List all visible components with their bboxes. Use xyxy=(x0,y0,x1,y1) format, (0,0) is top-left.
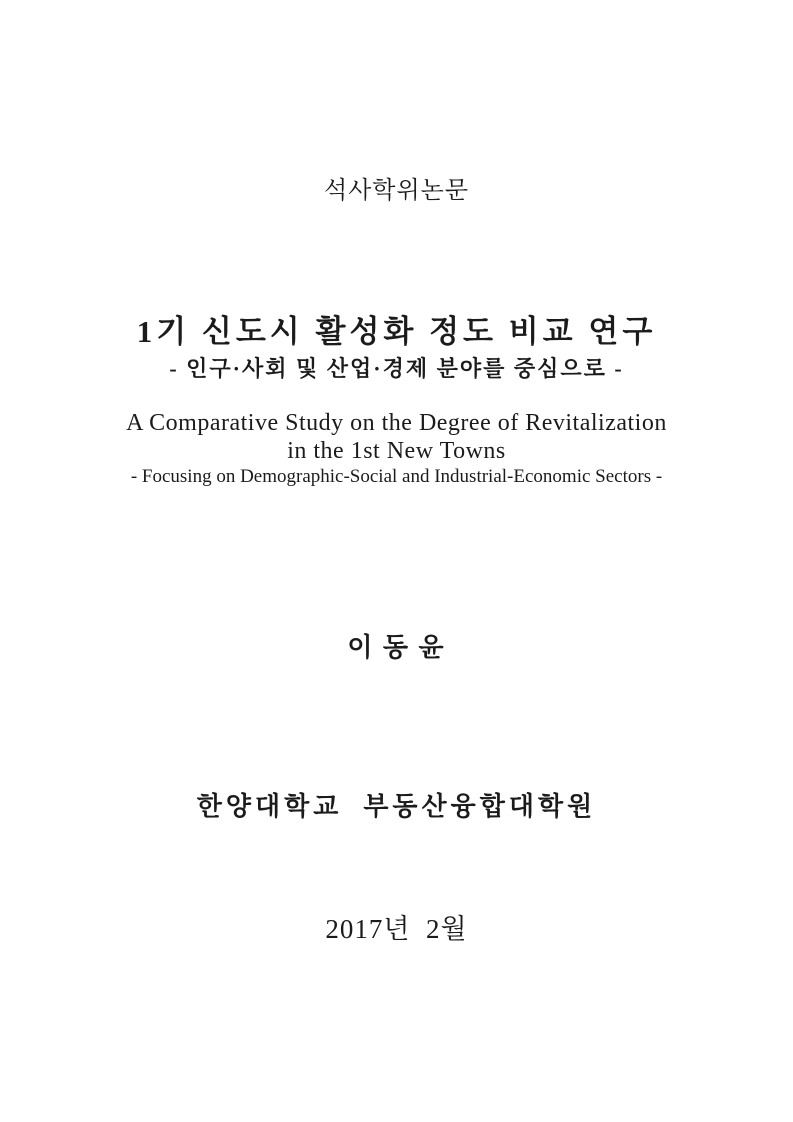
institution-name: 한양대학교 부동산융합대학원 xyxy=(196,792,597,821)
publication-date: 2017년 2월 xyxy=(325,914,468,944)
thesis-subtitle-english: - Focusing on Demographic-Social and Industrial-Economic Sectors - xyxy=(130,466,663,487)
document-type-label: 석사학위논문 xyxy=(323,178,470,204)
thesis-title-english-line1: A Comparative Study on the Degree of Revitalization xyxy=(126,410,667,436)
thesis-subtitle-korean: - 인구·사회 및 산업·경제 분야를 중심으로 - xyxy=(169,356,624,381)
thesis-title-english-line2: in the 1st New Towns xyxy=(287,438,506,464)
thesis-title-korean: 1기 신도시 활성화 정도 비교 연구 xyxy=(136,314,657,349)
author-name: 이 동 윤 xyxy=(347,633,446,662)
